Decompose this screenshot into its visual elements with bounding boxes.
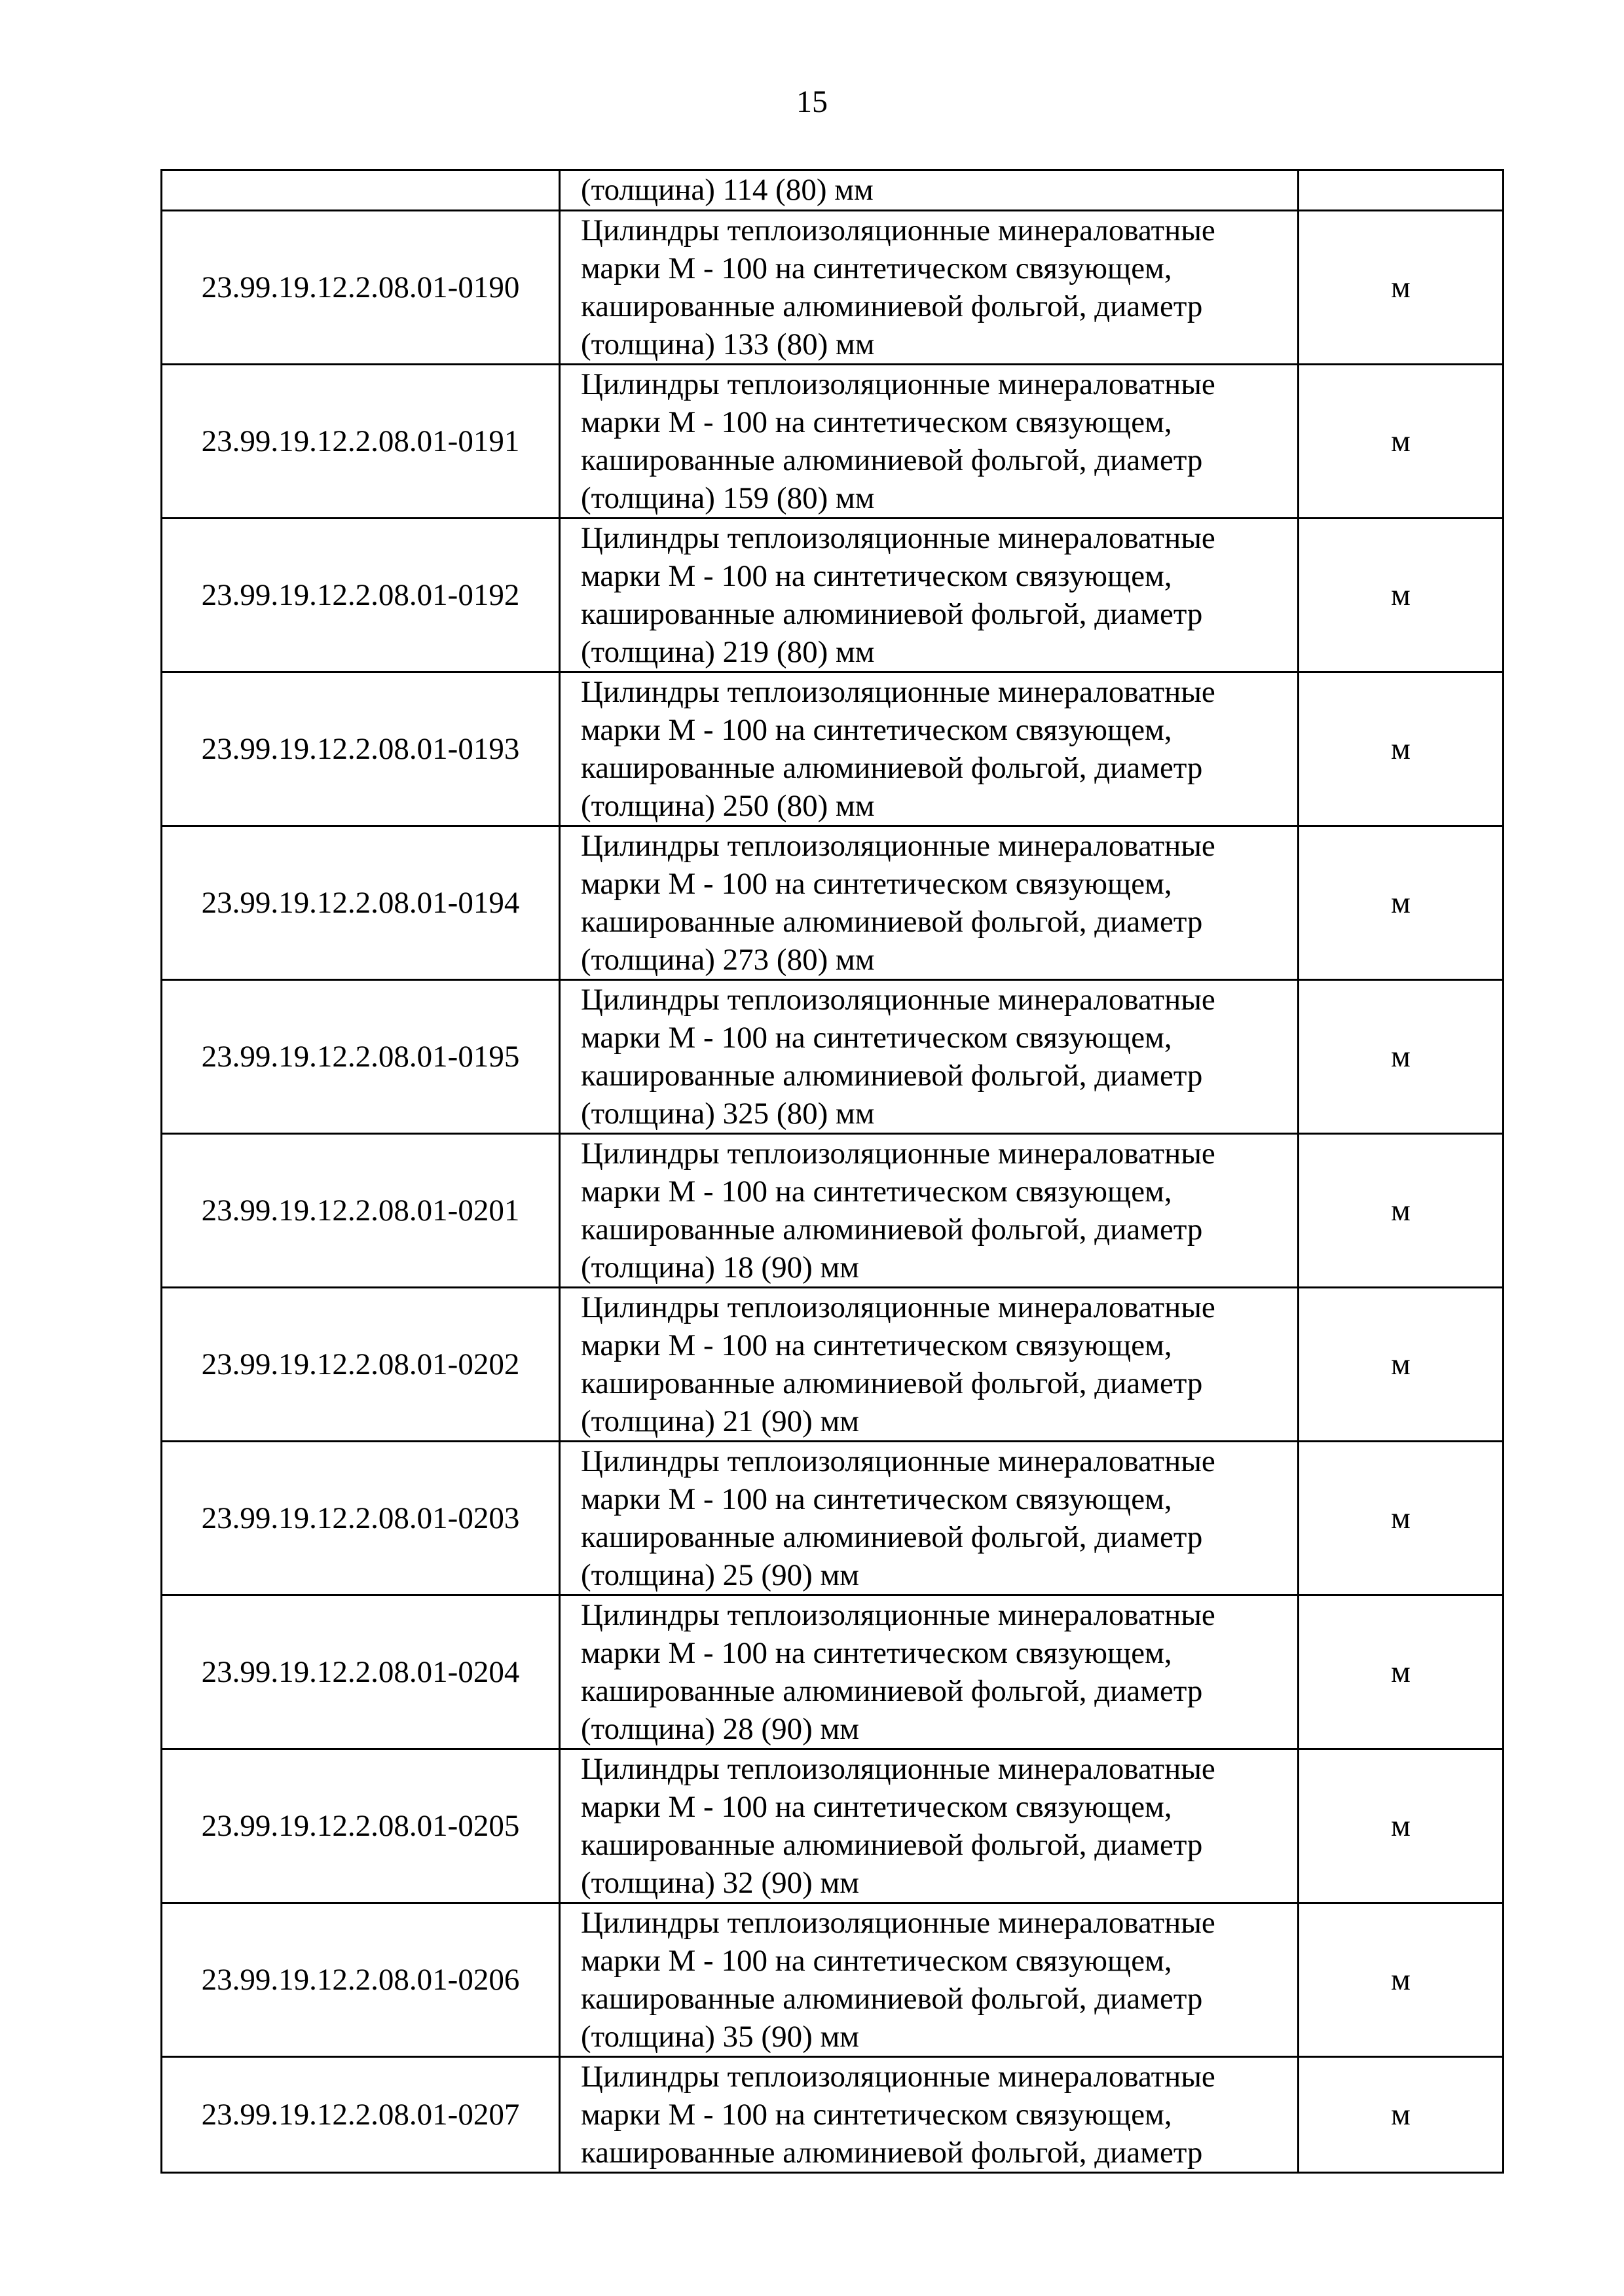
name-line: (толщина) 325 (80) мм — [581, 1097, 875, 1131]
name-line: марки М - 100 на синтетическом связующем, — [581, 713, 1172, 747]
resource-table — [160, 169, 1504, 2174]
name-line: Цилиндры теплоизоляционные минераловатные — [581, 2060, 1215, 2094]
unit-cell: м — [1299, 519, 1504, 672]
code-cell: 23.99.19.12.2.08.01-0195 — [162, 980, 560, 1134]
table-row — [162, 1442, 1504, 1595]
table-row — [162, 365, 1504, 519]
table-row — [162, 2057, 1504, 2173]
unit-cell: м — [1299, 1288, 1504, 1442]
table-row — [162, 1595, 1504, 1749]
name-line: (толщина) 28 (90) мм — [581, 1712, 859, 1746]
name-cell — [560, 980, 1299, 1134]
table-row — [162, 826, 1504, 980]
name-line: кашированные алюминиевой фольгой, диаметр — [581, 1674, 1203, 1708]
name-line: (толщина) 133 (80) мм — [581, 327, 875, 361]
unit-cell: м — [1299, 672, 1504, 826]
name-cell — [560, 1903, 1299, 2057]
name-cell — [560, 1749, 1299, 1903]
name-line: (толщина) 32 (90) мм — [581, 1866, 859, 1900]
code-cell — [162, 170, 560, 211]
name-line: кашированные алюминиевой фольгой, диаметр — [581, 1520, 1203, 1554]
name-line: Цилиндры теплоизоляционные минераловатные — [581, 675, 1215, 709]
name-line: Цилиндры теплоизоляционные минераловатные — [581, 829, 1215, 863]
code-cell: 23.99.19.12.2.08.01-0202 — [162, 1288, 560, 1442]
table-row — [162, 980, 1504, 1134]
name-line: Цилиндры теплоизоляционные минераловатные — [581, 1137, 1215, 1171]
name-line: (толщина) 35 (90) мм — [581, 2020, 859, 2054]
code-cell: 23.99.19.12.2.08.01-0191 — [162, 365, 560, 519]
name-line: марки М - 100 на синтетическом связующем, — [581, 405, 1172, 439]
table-row — [162, 672, 1504, 826]
unit-cell: м — [1299, 211, 1504, 365]
unit-cell — [1299, 170, 1504, 211]
name-line: кашированные алюминиевой фольгой, диаметр — [581, 289, 1203, 323]
name-line: кашированные алюминиевой фольгой, диаметр — [581, 597, 1203, 631]
code-cell: 23.99.19.12.2.08.01-0194 — [162, 826, 560, 980]
name-line: марки М - 100 на синтетическом связующем, — [581, 1790, 1172, 1824]
name-cell — [560, 672, 1299, 826]
name-line: кашированные алюминиевой фольгой, диаметр — [581, 1212, 1203, 1247]
name-line: Цилиндры теплоизоляционные минераловатные — [581, 1752, 1215, 1786]
name-line: кашированные алюминиевой фольгой, диаметр — [581, 1828, 1203, 1862]
name-cell — [560, 1134, 1299, 1288]
name-line: Цилиндры теплоизоляционные минераловатные — [581, 213, 1215, 247]
table-row — [162, 211, 1504, 365]
unit-cell: м — [1299, 2057, 1504, 2173]
name-line: марки М - 100 на синтетическом связующем, — [581, 251, 1172, 285]
name-line: Цилиндры теплоизоляционные минераловатные — [581, 367, 1215, 401]
name-line: кашированные алюминиевой фольгой, диаметр — [581, 1982, 1203, 2016]
name-line: марки М - 100 на синтетическом связующем, — [581, 1944, 1172, 1978]
table-row — [162, 1288, 1504, 1442]
name-cell — [560, 365, 1299, 519]
name-cell — [560, 2057, 1299, 2173]
name-cell — [560, 211, 1299, 365]
name-cell — [560, 1288, 1299, 1442]
name-line: марки М - 100 на синтетическом связующем, — [581, 1636, 1172, 1670]
code-cell: 23.99.19.12.2.08.01-0205 — [162, 1749, 560, 1903]
unit-cell: м — [1299, 1595, 1504, 1749]
name-line: кашированные алюминиевой фольгой, диаметр — [581, 905, 1203, 939]
code-cell: 23.99.19.12.2.08.01-0201 — [162, 1134, 560, 1288]
name-cell — [560, 826, 1299, 980]
name-line: Цилиндры теплоизоляционные минераловатные — [581, 1290, 1215, 1324]
table-row-continuation — [162, 170, 1504, 211]
table-body — [162, 170, 1504, 2173]
name-line: марки М - 100 на синтетическом связующем, — [581, 1482, 1172, 1516]
name-cell — [560, 1442, 1299, 1595]
table-row — [162, 1134, 1504, 1288]
table-row — [162, 1903, 1504, 2057]
name-line: Цилиндры теплоизоляционные минераловатные — [581, 521, 1215, 555]
name-line: марки М - 100 на синтетическом связующем, — [581, 2098, 1172, 2132]
name-cell — [560, 1595, 1299, 1749]
unit-cell: м — [1299, 980, 1504, 1134]
code-cell: 23.99.19.12.2.08.01-0192 — [162, 519, 560, 672]
unit-cell: м — [1299, 1442, 1504, 1595]
name-line: кашированные алюминиевой фольгой, диаметр — [581, 1366, 1203, 1400]
table-row — [162, 519, 1504, 672]
name-line: марки М - 100 на синтетическом связующем, — [581, 1021, 1172, 1055]
name-line: (толщина) 159 (80) мм — [581, 481, 875, 515]
name-line: (толщина) 250 (80) мм — [581, 789, 875, 823]
name-line: Цилиндры теплоизоляционные минераловатные — [581, 983, 1215, 1017]
code-cell: 23.99.19.12.2.08.01-0207 — [162, 2057, 560, 2173]
name-line: марки М - 100 на синтетическом связующем, — [581, 559, 1172, 593]
code-cell: 23.99.19.12.2.08.01-0204 — [162, 1595, 560, 1749]
unit-cell: м — [1299, 365, 1504, 519]
name-line: марки М - 100 на синтетическом связующем, — [581, 1328, 1172, 1362]
name-line: Цилиндры теплоизоляционные минераловатные — [581, 1598, 1215, 1632]
name-line: кашированные алюминиевой фольгой, диаметр — [581, 1059, 1203, 1093]
name-cell — [560, 519, 1299, 672]
name-line: кашированные алюминиевой фольгой, диаметр — [581, 443, 1203, 477]
name-line: Цилиндры теплоизоляционные минераловатные — [581, 1906, 1215, 1940]
name-line: марки М - 100 на синтетическом связующем, — [581, 867, 1172, 901]
unit-cell: м — [1299, 1134, 1504, 1288]
name-line: (толщина) 21 (90) мм — [581, 1404, 859, 1438]
name-line: (толщина) 18 (90) мм — [581, 1250, 859, 1285]
code-cell: 23.99.19.12.2.08.01-0206 — [162, 1903, 560, 2057]
name-line: (толщина) 273 (80) мм — [581, 943, 875, 977]
name-line: Цилиндры теплоизоляционные минераловатные — [581, 1444, 1215, 1478]
unit-cell: м — [1299, 826, 1504, 980]
name-line: (толщина) 114 (80) мм — [581, 173, 874, 207]
name-cell — [560, 170, 1299, 211]
table-row — [162, 1749, 1504, 1903]
name-line: (толщина) 219 (80) мм — [581, 635, 875, 669]
code-cell: 23.99.19.12.2.08.01-0193 — [162, 672, 560, 826]
code-cell: 23.99.19.12.2.08.01-0190 — [162, 211, 560, 365]
unit-cell: м — [1299, 1749, 1504, 1903]
name-line: (толщина) 25 (90) мм — [581, 1558, 859, 1592]
name-line: кашированные алюминиевой фольгой, диаметр — [581, 751, 1203, 785]
name-line: марки М - 100 на синтетическом связующем, — [581, 1175, 1172, 1209]
name-line: кашированные алюминиевой фольгой, диаметр — [581, 2136, 1203, 2170]
page-number: 15 — [796, 84, 828, 119]
unit-cell: м — [1299, 1903, 1504, 2057]
code-cell: 23.99.19.12.2.08.01-0203 — [162, 1442, 560, 1595]
